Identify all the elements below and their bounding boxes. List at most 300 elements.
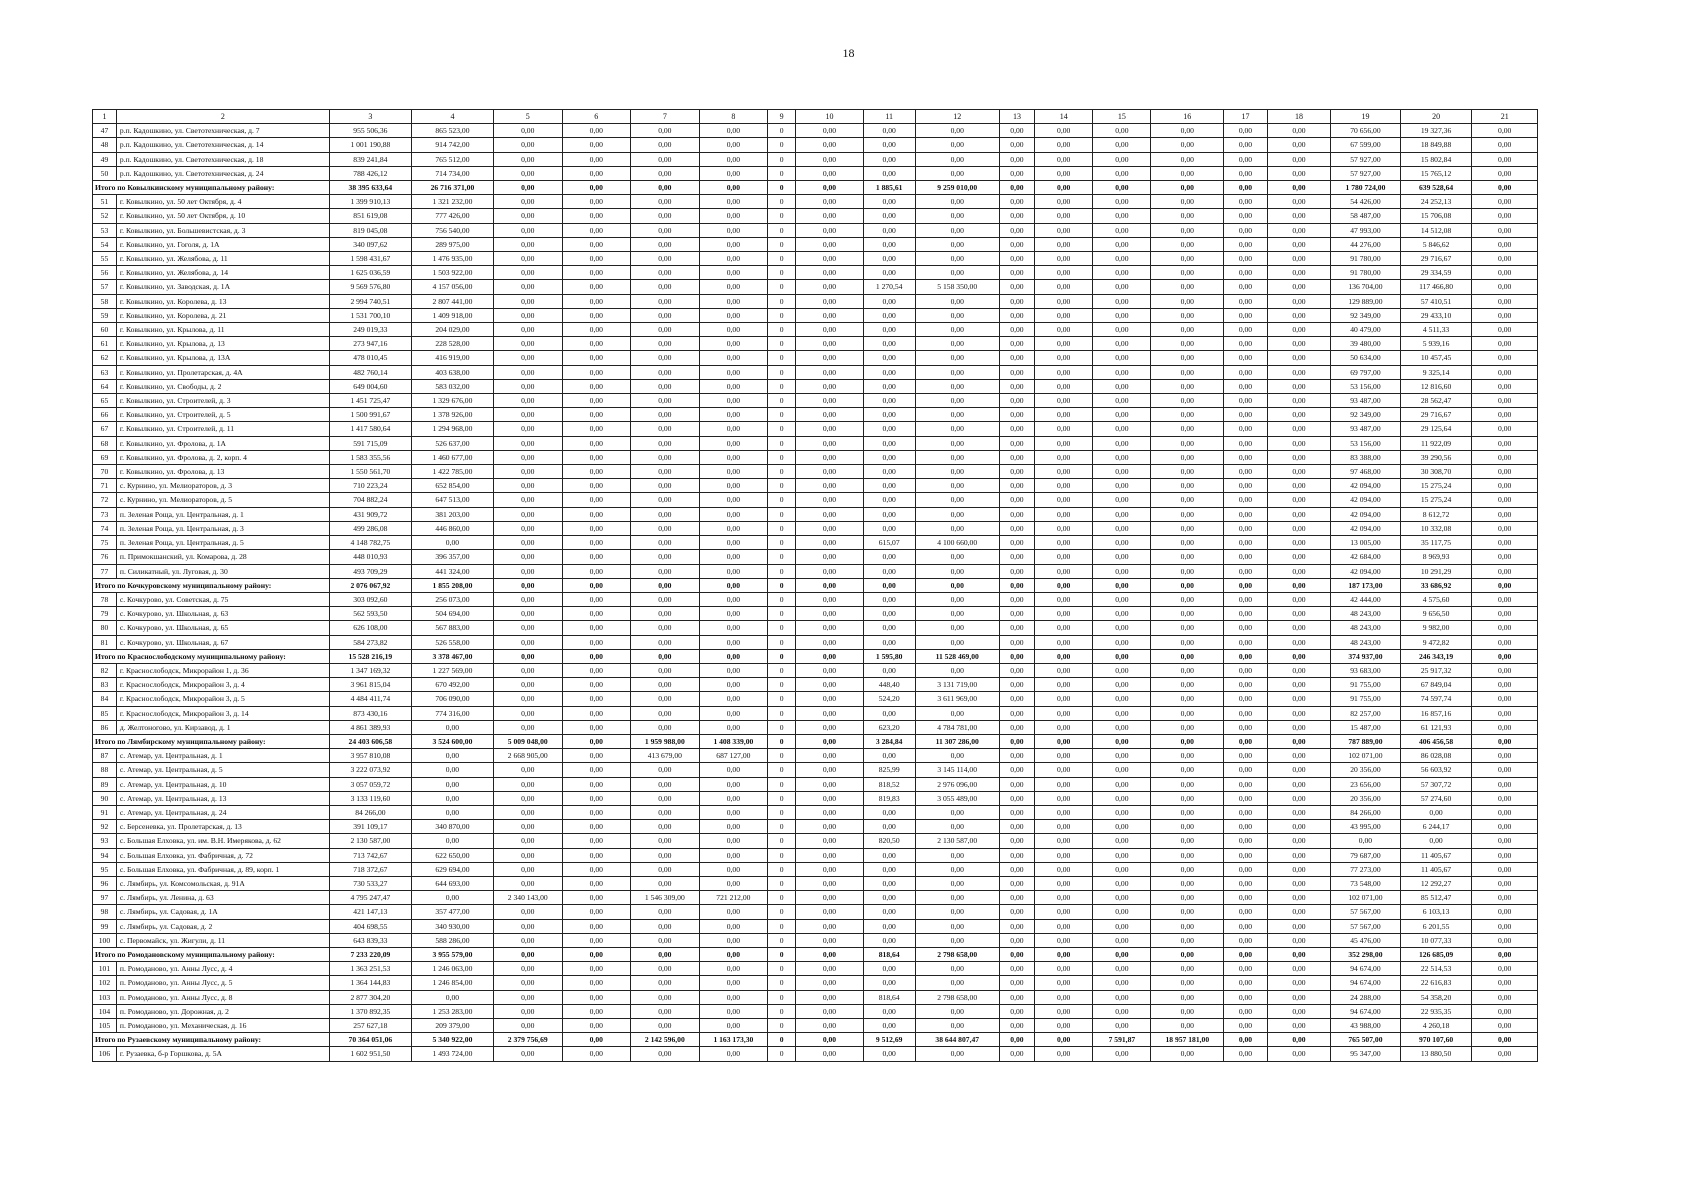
table-row (93, 408, 1538, 422)
table-cell: 4 100 660,00 (915, 536, 999, 550)
table-cell: 0,00 (1035, 1004, 1093, 1018)
table-cell: 0,00 (915, 308, 999, 322)
table-cell: 0,00 (1093, 550, 1151, 564)
address-cell: п. Силикатный, ул. Луговая, д. 30 (116, 564, 329, 578)
table-cell: 0,00 (493, 692, 562, 706)
table-cell: 12 292,27 (1400, 876, 1472, 890)
column-number: 8 (699, 110, 768, 124)
table-cell: 0 (768, 862, 796, 876)
table-row (93, 791, 1538, 805)
table-cell: 0,00 (493, 919, 562, 933)
table-cell: 0,00 (796, 181, 864, 195)
table-cell: 0,00 (493, 663, 562, 677)
table-cell: 0,00 (999, 706, 1034, 720)
table-cell: 0,00 (1035, 337, 1093, 351)
table-cell: 0,00 (796, 749, 864, 763)
row-number: 81 (93, 635, 117, 649)
table-cell: 0,00 (631, 805, 700, 819)
table-cell: 0,00 (1093, 1004, 1151, 1018)
table-cell: 0,00 (1093, 763, 1151, 777)
table-cell: 818,64 (863, 990, 915, 1004)
table-cell: 478 010,45 (329, 351, 411, 365)
table-cell: 0,00 (631, 465, 700, 479)
table-cell: 0,00 (1472, 337, 1538, 351)
table-cell: 0,00 (1151, 209, 1224, 223)
table-row (93, 862, 1538, 876)
table-cell: 0,00 (1093, 607, 1151, 621)
table-cell: 0,00 (562, 337, 631, 351)
table-cell: 0,00 (1224, 621, 1268, 635)
table-cell: 0,00 (699, 521, 768, 535)
table-cell: 0,00 (915, 564, 999, 578)
table-cell: 0,00 (562, 578, 631, 592)
table-cell: 93 487,00 (1331, 422, 1401, 436)
table-cell: 0,00 (631, 692, 700, 706)
table-cell: 0 (768, 436, 796, 450)
table-cell: 0,00 (562, 947, 631, 961)
table-cell: 0,00 (863, 365, 915, 379)
table-cell: 0,00 (493, 237, 562, 251)
table-cell: 0,00 (1035, 450, 1093, 464)
table-cell: 0,00 (562, 124, 631, 138)
table-cell: 0,00 (915, 237, 999, 251)
table-cell: 0,00 (1151, 649, 1224, 663)
table-cell: 0,00 (562, 805, 631, 819)
table-cell: 0,00 (1267, 323, 1330, 337)
table-cell: 0,00 (915, 820, 999, 834)
table-cell: 11 922,09 (1400, 436, 1472, 450)
table-cell: 588 286,00 (411, 933, 493, 947)
table-cell: 0,00 (1093, 394, 1151, 408)
table-cell: 0,00 (915, 848, 999, 862)
table-cell: 0,00 (1035, 223, 1093, 237)
table-cell: 0,00 (1093, 592, 1151, 606)
table-cell: 0,00 (631, 1047, 700, 1061)
table-cell: 0 (768, 649, 796, 663)
table-cell: 0,00 (1267, 862, 1330, 876)
table-cell: 0,00 (1093, 209, 1151, 223)
table-cell: 0 (768, 706, 796, 720)
table-cell: 0,00 (699, 422, 768, 436)
table-cell: 0,00 (631, 720, 700, 734)
table-cell: 0,00 (1093, 422, 1151, 436)
table-cell: 0,00 (863, 1047, 915, 1061)
table-cell: 0,00 (1267, 706, 1330, 720)
table-cell: 0,00 (1224, 379, 1268, 393)
column-number: 11 (863, 110, 915, 124)
table-cell: 0,00 (699, 905, 768, 919)
table-cell: 0,00 (699, 266, 768, 280)
table-cell: 0,00 (1472, 862, 1538, 876)
table-cell: 0,00 (1093, 706, 1151, 720)
table-cell: 0,00 (1472, 237, 1538, 251)
table-cell: 0,00 (493, 862, 562, 876)
table-cell: 10 457,45 (1400, 351, 1472, 365)
table-cell: 1 460 677,00 (411, 450, 493, 464)
table-cell: 54 358,20 (1400, 990, 1472, 1004)
table-cell: 0,00 (999, 876, 1034, 890)
table-cell: 0,00 (1267, 962, 1330, 976)
table-cell: 0,00 (1035, 592, 1093, 606)
table-cell: 0,00 (999, 152, 1034, 166)
table-cell: 0,00 (1035, 834, 1093, 848)
table-cell: 687 127,00 (699, 749, 768, 763)
table-cell: 102 071,00 (1331, 749, 1401, 763)
table-cell: 0,00 (863, 166, 915, 180)
table-cell: 0,00 (796, 905, 864, 919)
table-cell: 0,00 (1267, 550, 1330, 564)
table-row (93, 507, 1538, 521)
table-cell: 0,00 (1267, 791, 1330, 805)
table-cell: 0,00 (796, 621, 864, 635)
table-cell: 0 (768, 1004, 796, 1018)
table-cell: 77 273,00 (1331, 862, 1401, 876)
table-cell: 257 627,18 (329, 1019, 411, 1033)
table-row (93, 678, 1538, 692)
address-cell: п. Ромоданово, ул. Анны Лусс, д. 8 (116, 990, 329, 1004)
table-cell: 5 158 350,00 (915, 280, 999, 294)
table-cell: 0,00 (631, 649, 700, 663)
row-number: 106 (93, 1047, 117, 1061)
table-cell: 48 243,00 (1331, 621, 1401, 635)
table-cell: 0,00 (493, 962, 562, 976)
table-row (93, 1047, 1538, 1061)
table-cell: 0,00 (1093, 834, 1151, 848)
table-cell: 0,00 (1267, 450, 1330, 464)
table-cell: 0,00 (1267, 422, 1330, 436)
table-cell: 0,00 (863, 337, 915, 351)
table-cell: 0,00 (631, 379, 700, 393)
table-cell: 0,00 (796, 465, 864, 479)
table-cell: 4 784 781,00 (915, 720, 999, 734)
table-cell: 0,00 (631, 436, 700, 450)
table-cell: 0,00 (631, 791, 700, 805)
row-number: 64 (93, 379, 117, 393)
row-number: 52 (93, 209, 117, 223)
table-cell: 0,00 (1224, 1047, 1268, 1061)
table-cell: 42 094,00 (1331, 507, 1401, 521)
table-cell: 0 (768, 479, 796, 493)
column-number: 1 (93, 110, 117, 124)
table-cell: 1 531 700,10 (329, 308, 411, 322)
table-cell: 562 593,50 (329, 607, 411, 621)
table-cell: 0,00 (1151, 678, 1224, 692)
table-cell: 0,00 (1224, 252, 1268, 266)
table-cell: 0,00 (796, 578, 864, 592)
table-cell: 0,00 (915, 351, 999, 365)
table-cell: 0,00 (1093, 749, 1151, 763)
table-row (93, 720, 1538, 734)
table-cell: 1 595,80 (863, 649, 915, 663)
table-cell: 0,00 (1267, 976, 1330, 990)
table-cell: 24 288,00 (1331, 990, 1401, 1004)
table-cell: 0,00 (1093, 578, 1151, 592)
column-number: 21 (1472, 110, 1538, 124)
table-cell: 0,00 (1267, 252, 1330, 266)
table-cell: 406 456,58 (1400, 734, 1472, 748)
table-cell: 0,00 (699, 308, 768, 322)
table-cell: 0,00 (863, 308, 915, 322)
table-cell: 0,00 (1224, 479, 1268, 493)
table-cell: 567 883,00 (411, 621, 493, 635)
table-cell: 0,00 (796, 990, 864, 1004)
table-cell: 0,00 (699, 138, 768, 152)
address-cell: г. Краснослободск, Микрорайон 3, д. 5 (116, 692, 329, 706)
district-total-label: Итого по Лямбирскому муниципальному району: (93, 734, 330, 748)
table-cell: 0,00 (1093, 635, 1151, 649)
table-cell: 0,00 (1035, 749, 1093, 763)
table-cell: 0,00 (493, 166, 562, 180)
table-cell: 3 055 489,00 (915, 791, 999, 805)
table-cell: 84 266,00 (329, 805, 411, 819)
table-cell: 0,00 (493, 976, 562, 990)
table-cell: 629 694,00 (411, 862, 493, 876)
table-cell: 0,00 (999, 252, 1034, 266)
address-cell: р.п. Кадошкино, ул. Светотехническая, д. 18 (116, 152, 329, 166)
table-cell: 0,00 (796, 379, 864, 393)
table-cell: 15 706,08 (1400, 209, 1472, 223)
table-cell: 4 484 411,74 (329, 692, 411, 706)
table-cell: 0,00 (1267, 635, 1330, 649)
table-cell: 0,00 (796, 592, 864, 606)
table-cell: 0,00 (796, 280, 864, 294)
table-cell: 0,00 (493, 394, 562, 408)
table-cell: 3 131 719,00 (915, 678, 999, 692)
table-cell: 0,00 (1093, 181, 1151, 195)
address-cell: г. Ковылкино, ул. 50 лет Октября, д. 4 (116, 195, 329, 209)
table-row (93, 962, 1538, 976)
table-cell: 6 201,55 (1400, 919, 1472, 933)
data-table-container (92, 109, 1538, 1062)
table-cell: 0,00 (1093, 280, 1151, 294)
table-cell: 441 324,00 (411, 564, 493, 578)
table-cell: 0,00 (863, 223, 915, 237)
table-cell: 0,00 (1224, 678, 1268, 692)
table-cell: 9 259 010,00 (915, 181, 999, 195)
table-cell: 1 370 892,35 (329, 1004, 411, 1018)
table-cell: 0,00 (493, 848, 562, 862)
row-number: 78 (93, 592, 117, 606)
table-row (93, 266, 1538, 280)
table-cell: 5 340 922,00 (411, 1033, 493, 1047)
table-cell: 1 363 251,53 (329, 962, 411, 976)
table-row (93, 1004, 1538, 1018)
table-cell: 0,00 (796, 124, 864, 138)
table-row (93, 564, 1538, 578)
table-cell: 0 (768, 237, 796, 251)
table-cell: 647 513,00 (411, 493, 493, 507)
table-cell: 0,00 (999, 493, 1034, 507)
table-cell: 0,00 (631, 706, 700, 720)
table-cell: 0,00 (699, 820, 768, 834)
table-cell: 0,00 (915, 124, 999, 138)
table-cell: 0,00 (1224, 237, 1268, 251)
table-cell: 0,00 (699, 791, 768, 805)
table-cell: 0,00 (1472, 905, 1538, 919)
table-cell: 0,00 (1035, 1033, 1093, 1047)
table-cell: 1 001 190,88 (329, 138, 411, 152)
table-cell: 0,00 (915, 209, 999, 223)
table-cell: 0,00 (1224, 635, 1268, 649)
table-cell: 0,00 (699, 379, 768, 393)
table-cell: 0,00 (562, 607, 631, 621)
table-cell: 0,00 (631, 294, 700, 308)
table-cell: 0,00 (562, 550, 631, 564)
table-cell: 0,00 (863, 621, 915, 635)
table-cell: 0,00 (562, 649, 631, 663)
table-cell: 82 257,00 (1331, 706, 1401, 720)
table-cell: 0,00 (1224, 152, 1268, 166)
table-cell: 765 507,00 (1331, 1033, 1401, 1047)
table-cell: 0,00 (1472, 1004, 1538, 1018)
table-cell: 0,00 (999, 195, 1034, 209)
table-cell: 0,00 (999, 166, 1034, 180)
row-number: 62 (93, 351, 117, 365)
row-number: 76 (93, 550, 117, 564)
row-number: 55 (93, 252, 117, 266)
table-cell: 0,00 (796, 649, 864, 663)
table-cell: 0,00 (493, 351, 562, 365)
table-cell: 0,00 (915, 621, 999, 635)
table-cell: 0,00 (1151, 1004, 1224, 1018)
table-cell: 0,00 (411, 763, 493, 777)
table-cell: 0,00 (631, 578, 700, 592)
table-cell: 0,00 (1035, 876, 1093, 890)
table-cell: 43 995,00 (1331, 820, 1401, 834)
row-number: 72 (93, 493, 117, 507)
column-number: 6 (562, 110, 631, 124)
table-cell: 3 524 600,00 (411, 734, 493, 748)
table-cell: 0,00 (863, 266, 915, 280)
table-cell: 73 548,00 (1331, 876, 1401, 890)
table-cell: 2 798 658,00 (915, 947, 999, 961)
row-number: 51 (93, 195, 117, 209)
table-cell: 0 (768, 1047, 796, 1061)
table-row (93, 280, 1538, 294)
table-cell: 0,00 (493, 280, 562, 294)
table-cell: 0,00 (999, 1004, 1034, 1018)
table-cell: 0,00 (863, 422, 915, 436)
table-cell: 0 (768, 976, 796, 990)
table-cell: 0,00 (631, 564, 700, 578)
table-cell: 0,00 (796, 962, 864, 976)
table-cell: 0,00 (1151, 663, 1224, 677)
table-cell: 2 130 587,00 (329, 834, 411, 848)
table-cell: 0,00 (796, 834, 864, 848)
table-cell: 0,00 (1093, 891, 1151, 905)
table-row (93, 550, 1538, 564)
district-total-row (93, 947, 1538, 961)
table-cell: 0,00 (1267, 834, 1330, 848)
table-cell: 1 294 968,00 (411, 422, 493, 436)
table-cell: 0,00 (699, 181, 768, 195)
table-cell: 0,00 (699, 933, 768, 947)
table-cell: 187 173,00 (1331, 578, 1401, 592)
table-cell: 5 846,62 (1400, 237, 1472, 251)
table-cell: 0,00 (999, 990, 1034, 1004)
table-cell: 91 755,00 (1331, 692, 1401, 706)
table-cell: 1 959 988,00 (631, 734, 700, 748)
table-cell: 0,00 (1472, 720, 1538, 734)
table-cell: 1 780 724,00 (1331, 181, 1401, 195)
table-cell: 0,00 (1224, 450, 1268, 464)
table-cell: 0,00 (915, 635, 999, 649)
table-cell: 0,00 (1093, 720, 1151, 734)
table-cell: 70 364 051,06 (329, 1033, 411, 1047)
table-cell: 0,00 (999, 351, 1034, 365)
table-cell: 0,00 (699, 252, 768, 266)
table-cell: 56 603,92 (1400, 763, 1472, 777)
table-cell: 0,00 (493, 138, 562, 152)
table-cell: 11 307 286,00 (915, 734, 999, 748)
table-cell: 0,00 (1267, 763, 1330, 777)
table-cell: 0,00 (1472, 521, 1538, 535)
table-cell: 0,00 (999, 749, 1034, 763)
table-cell: 39 480,00 (1331, 337, 1401, 351)
table-cell: 649 004,60 (329, 379, 411, 393)
table-cell: 0,00 (1267, 820, 1330, 834)
table-cell: 0,00 (1035, 933, 1093, 947)
table-cell: 3 133 119,60 (329, 791, 411, 805)
table-cell: 0,00 (1035, 692, 1093, 706)
table-cell: 0,00 (411, 536, 493, 550)
table-cell: 0,00 (562, 521, 631, 535)
table-cell: 2 340 143,00 (493, 891, 562, 905)
address-cell: п. Примокшанский, ул. Комарова, д. 28 (116, 550, 329, 564)
table-cell: 0 (768, 962, 796, 976)
address-cell: п. Зеленая Роща, ул. Центральная, д. 1 (116, 507, 329, 521)
table-cell: 9 569 576,80 (329, 280, 411, 294)
table-cell: 0 (768, 195, 796, 209)
table-cell: 3 057 059,72 (329, 777, 411, 791)
table-cell: 839 241,84 (329, 152, 411, 166)
row-number: 56 (93, 266, 117, 280)
table-cell: 0,00 (699, 578, 768, 592)
table-cell: 0,00 (1035, 323, 1093, 337)
table-cell: 0,00 (631, 834, 700, 848)
table-cell: 3 961 815,04 (329, 678, 411, 692)
table-cell: 0,00 (999, 181, 1034, 195)
table-row (93, 621, 1538, 635)
table-cell: 9 325,14 (1400, 365, 1472, 379)
table-cell: 0,00 (631, 337, 700, 351)
table-cell: 92 349,00 (1331, 308, 1401, 322)
table-cell: 0,00 (796, 876, 864, 890)
table-cell: 0,00 (493, 181, 562, 195)
table-cell: 0,00 (1224, 422, 1268, 436)
table-cell: 0,00 (796, 763, 864, 777)
table-cell: 0,00 (1224, 734, 1268, 748)
row-number: 58 (93, 294, 117, 308)
row-number: 95 (93, 862, 117, 876)
table-cell: 0,00 (1035, 862, 1093, 876)
table-cell: 0,00 (699, 592, 768, 606)
table-cell: 1 246 854,00 (411, 976, 493, 990)
table-cell: 0,00 (1151, 848, 1224, 862)
table-cell: 0,00 (1093, 734, 1151, 748)
table-cell: 94 674,00 (1331, 962, 1401, 976)
table-cell: 0,00 (1035, 436, 1093, 450)
table-cell: 0,00 (1472, 891, 1538, 905)
table-cell: 714 734,00 (411, 166, 493, 180)
table-cell: 0,00 (1267, 365, 1330, 379)
table-cell: 0,00 (1472, 550, 1538, 564)
address-cell: п. Ромоданово, ул. Механическая, д. 16 (116, 1019, 329, 1033)
table-cell: 0,00 (562, 777, 631, 791)
table-cell: 0,00 (493, 933, 562, 947)
table-cell: 0,00 (411, 749, 493, 763)
address-cell: с. Лямбирь, ул. Садовая, д. 1А (116, 905, 329, 919)
